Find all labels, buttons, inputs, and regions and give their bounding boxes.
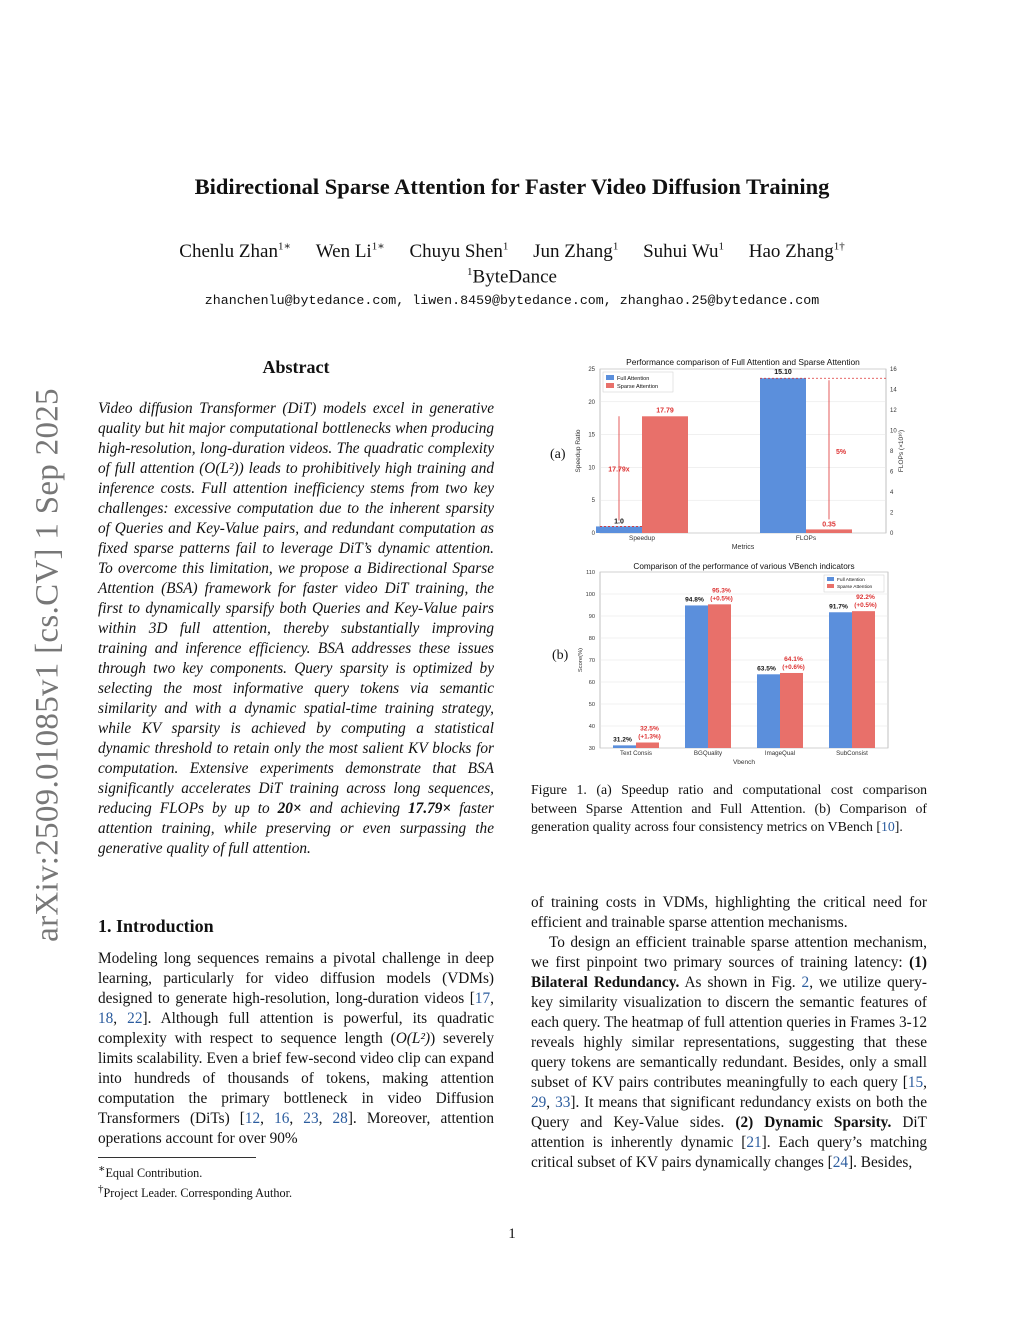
y-tick-label: 90 <box>588 614 595 620</box>
legend-swatch-sparse <box>606 383 614 388</box>
y-tick-label: 80 <box>588 636 595 642</box>
data-label: 0.35 <box>822 521 836 529</box>
arxiv-stamp: arXiv:2509.01085v1 [cs.CV] 1 Sep 2025 <box>29 388 66 942</box>
bar-sparse <box>852 611 875 748</box>
data-label-delta: (+0.6%) <box>782 663 805 671</box>
y-tick-label: 70 <box>588 658 595 664</box>
author: Wen $Li^{1∗}$ <box>315 241 385 263</box>
citation-link[interactable]: 29 <box>531 1094 547 1111</box>
annotation-label: 17.79x <box>608 466 630 474</box>
x-tick-label: SubConsist <box>836 750 868 757</box>
data-label: 95.3% <box>712 587 731 595</box>
y-tick-label: 20 <box>588 399 595 406</box>
figure-label-b: (b) <box>552 648 569 663</box>
paragraph: of training costs in VDMs, highlighting the critical need for efficient and trainable sparse attention mechanisms. <box>531 894 927 931</box>
citation-link[interactable]: 23 <box>303 1110 319 1127</box>
chart-vbench-scores <box>570 560 910 770</box>
x-tick-label: BGQuality <box>693 750 723 757</box>
citation-link[interactable]: 21 <box>746 1134 762 1151</box>
y2-tick-label: 4 <box>890 490 894 496</box>
abstract-body: Video diffusion Transformer (DiT) models excel in generative quality but hit major computational bottlenecks when producing high-resolution, long-duration videos. The quadratic complexity of full attention (O(L²)) leads to prohibitively high training and inference costs. Full attention inefficiency stems from two key challenges: excessive computation due to the inherent sparsity of Queries and Key-Value pairs, and redundant computation as fixed sparse patterns fail to leverage DiT’s dynamic attention. To overcome this limitation, we propose a Bidirectional Sparse Attention (BSA) framework for faster video DiT training, the first to dynamically sparsify both Queries and Key-Value pairs within 3D full attention, thereby substantially improving training and inference efficiency. BSA addresses these issues through two key components. Query sparsity is optimized by selecting the most informative query tokens via semantic similarity and with a dynamic spatial-time training strategy, while KV sparsity is achieved by computing a statistical dynamic threshold to retain only the most salient KV blocks for computation. Extensive experiments demonstrate that BSA significantly accelerates DiT training across long sequences, reducing FLOPs by up to 20× and achieving 17.79× faster attention training, while preserving or even surpassing the generative quality of full attention. <box>98 400 494 857</box>
data-label-delta: (+0.5%) <box>854 602 877 610</box>
y2-tick-label: 14 <box>890 387 897 394</box>
paragraph: To design an efficient trainable sparse attention mechanism, we first pinpoint two primary sources of training latency: (1) Bilateral Redundancy. As shown in Fig. 2, we utilize query-key similarity visualization to discern the semantic features of each query. The heatmap of full attention queries in Frames 3-12 reveals highly similar representations, suggesting that these query tokens are semantically redundant. Besides, only a small subset of KV pairs contributes meaningfully to each query [15, 29, 33]. It means that significant redundancy exists on both the Query and Key-Value sides. (2) Dynamic Sparsity. DiT attention is inherently dynamic [21]. Each query’s matching critical subset of KV pairs dynamically changes [24]. Besides, <box>531 934 928 1171</box>
data-label: 1.0 <box>614 518 624 526</box>
y-tick-label: 5 <box>591 498 595 505</box>
citation-link[interactable]: 24 <box>832 1154 849 1171</box>
citation-link[interactable]: 33 <box>555 1094 571 1111</box>
citation-link[interactable]: 18 <box>98 1010 114 1027</box>
y-tick-label: 30 <box>588 746 595 752</box>
y-tick-label: 0 <box>591 531 595 537</box>
chart-speedup-flops <box>570 355 910 557</box>
author-emails: zhanchenlu@bytedance.com, liwen.8459@bytedance.com, zhanghao.25@bytedance.com <box>204 293 820 308</box>
right-column-body <box>531 893 927 1173</box>
legend-label: Sparse Attention <box>837 585 873 590</box>
bar-sparse-flops <box>806 529 852 533</box>
author: Jun Zhang$^1$ <box>533 241 619 263</box>
legend-label: Full Attention <box>617 376 650 382</box>
bar-full-flops <box>760 378 806 533</box>
y2-tick-label: 12 <box>890 408 897 414</box>
author: Suhui Wu$^1$ <box>643 241 724 263</box>
legend-label: Full Attention <box>837 578 865 583</box>
y-tick-label: 10 <box>588 465 595 472</box>
affiliation: $^1$ByteDance <box>467 266 557 288</box>
citation-link[interactable]: 10 <box>880 819 895 834</box>
legend-swatch-full <box>606 375 614 380</box>
legend-label: Sparse Attention <box>617 384 659 390</box>
annotation-label: 5% <box>835 448 847 456</box>
citation-link[interactable]: 12 <box>244 1110 261 1127</box>
author-list <box>0 240 1024 263</box>
data-label: 32.5% <box>640 725 659 733</box>
y-tick-label: 60 <box>588 680 595 686</box>
y2-tick-label: 10 <box>890 428 897 435</box>
bar-full-speedup <box>596 526 642 533</box>
data-label: 15.10 <box>774 369 792 377</box>
x-tick-label: Text Consis <box>620 750 652 757</box>
data-label-delta: (+1.3%) <box>638 733 661 741</box>
y-tick-label: 40 <box>588 724 595 730</box>
y2-tick-label: 2 <box>890 510 894 517</box>
bar-sparse <box>708 604 731 748</box>
y2-tick-label: 8 <box>890 449 894 455</box>
y-tick-label: 100 <box>585 592 595 598</box>
bar-sparse <box>780 673 803 748</box>
figure-link[interactable]: 2 <box>801 974 810 991</box>
data-label: 92.2% <box>856 594 875 602</box>
data-label: 17.79 <box>656 407 674 415</box>
bar-full <box>757 674 780 748</box>
x-axis-label: Metrics <box>731 544 755 551</box>
x-tick-label: ImageQual <box>764 750 796 757</box>
figure-caption: Figure 1. (a) Speedup ratio and computational cost comparison between Sparse Attention and Full Attention. (b) Comparison of generation quality across four consistency metrics on VBench [10]. <box>531 782 927 834</box>
author: Hao Zhang$^{1\dagger}$ <box>748 241 845 263</box>
legend-swatch-sparse <box>827 584 834 588</box>
data-label: 91.7% <box>829 603 848 611</box>
x-tick-label: FLOPs <box>795 535 817 542</box>
chart-title: Performance comparison of Full Attention and Sparse Attention <box>626 357 860 367</box>
x-tick-label: Speedup <box>628 535 656 542</box>
data-label: 64.1% <box>784 655 803 663</box>
footnote-rule <box>98 1157 256 1158</box>
y2-tick-label: 16 <box>890 367 897 373</box>
abstract-heading: Abstract <box>262 357 330 377</box>
bar-full <box>613 745 636 748</box>
x-axis-label: Vbench <box>732 759 756 766</box>
legend-swatch-full <box>827 577 834 581</box>
bar-full <box>685 605 708 748</box>
y-tick-label: 15 <box>588 432 595 439</box>
y2-tick-label: 6 <box>890 469 894 476</box>
y-axis-label: Score(%) <box>578 647 584 673</box>
y-axis-label: Speedup Ratio <box>575 429 582 473</box>
footnote-leader: †Project Leader. Corresponding Author. <box>98 1183 293 1201</box>
bar-sparse <box>636 743 659 749</box>
citation-link[interactable]: 15 <box>907 1074 924 1091</box>
figure-label-a: (a) <box>550 447 566 462</box>
citation-link[interactable]: 28 <box>332 1110 348 1127</box>
author: Chenlu Zhan$^{1∗}$ <box>179 241 291 263</box>
y2-axis-label: FLOPs (×10¹⁶) <box>898 429 905 473</box>
author: Chuyu Shen$^1$ <box>409 241 509 263</box>
y-tick-label: 25 <box>588 367 595 373</box>
bar-sparse-speedup <box>642 416 688 533</box>
data-label: 94.8% <box>685 596 704 604</box>
bar-full <box>829 612 852 748</box>
y2-tick-label: 0 <box>890 531 894 537</box>
paper-title: Bidirectional Sparse Attention for Faster Video Diffusion Training <box>194 174 830 199</box>
introduction-body: Modeling long sequences remains a pivotal challenge in deep learning, particularly for video diffusion models (VDMs) designed to generate high-resolution, long-duration videos [17, 18, 22]. Although full attention is powerful, its quadratic complexity with respect to sequence length (O(L²)) severely limits scalability. Even a brief few-second video clip can expand into hundreds of thousands of tokens, making attention computation the primary bottleneck in video Diffusion Transformers (DiTs) [12, 16, 23, 28]. Moreover, attention operations account for over 90% <box>98 950 494 1147</box>
data-label: 63.5% <box>757 665 776 673</box>
data-label: 31.2% <box>613 736 632 744</box>
page-number: 1 <box>508 1226 516 1242</box>
footnote-equal: ∗Equal Contribution. <box>98 1163 203 1181</box>
citation-link[interactable]: 22 <box>127 1010 143 1027</box>
citation-link[interactable]: 16 <box>274 1110 290 1127</box>
chart-title: Comparison of the performance of various VBench indicators <box>633 562 855 571</box>
footnotes <box>98 1161 292 1201</box>
data-label-delta: (+0.5%) <box>710 595 733 603</box>
citation-link[interactable]: 17 <box>474 990 491 1007</box>
section-heading-introduction: 1. Introduction <box>98 916 214 936</box>
y-tick-label: 110 <box>586 570 595 576</box>
y-tick-label: 50 <box>588 702 595 708</box>
